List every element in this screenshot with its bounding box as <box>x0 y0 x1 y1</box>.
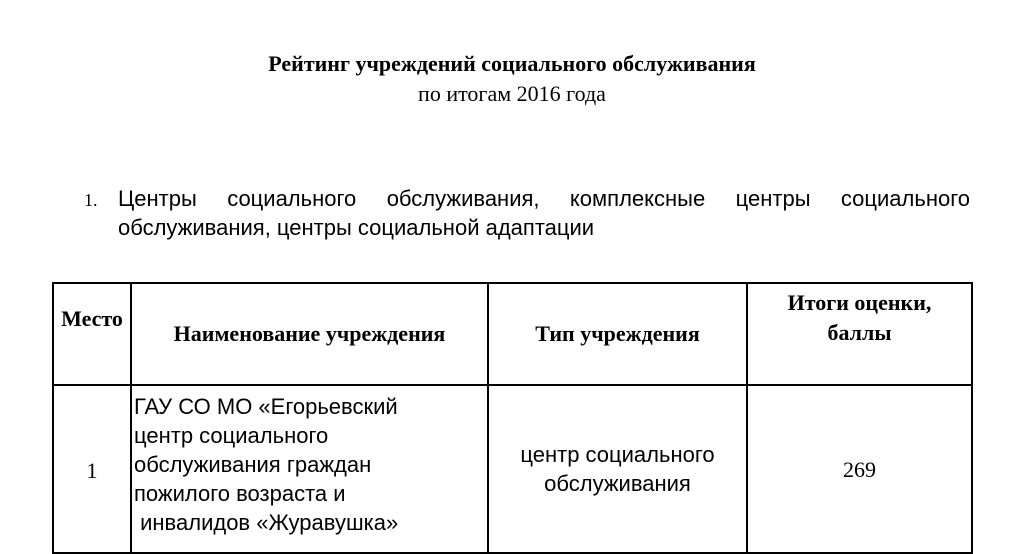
cell-name-line: ГАУ СО МО «Егорьевский <box>134 394 398 419</box>
header-place: Место <box>53 283 131 385</box>
cell-name-line: центр социального <box>134 423 329 448</box>
cell-type-line: обслуживания <box>544 471 691 496</box>
cell-type <box>488 385 747 553</box>
cell-name <box>131 385 488 553</box>
table-row <box>53 385 972 553</box>
header-name: Наименование учреждения <box>131 283 488 385</box>
cell-name-line: инвалидов «Журавушка» <box>134 510 399 535</box>
cell-place <box>53 385 131 553</box>
header-type: Тип учреждения <box>488 283 747 385</box>
section-heading <box>84 184 970 242</box>
document-subtitle: по итогам 2016 года <box>418 81 606 106</box>
cell-place-value: 1 <box>86 457 98 483</box>
rating-table <box>52 282 973 554</box>
document-title: Рейтинг учреждений социального обслуживания <box>268 51 756 76</box>
table-header-row <box>53 283 972 385</box>
cell-type-line: центр социального <box>520 442 715 467</box>
section-text: Центры социального обслуживания, комплексные центры социального обслуживания, центры социальной адаптации <box>118 186 970 240</box>
section-number: 1. <box>84 190 98 210</box>
cell-name-line: пожилого возраста и <box>134 481 346 506</box>
cell-score: 269 <box>747 385 972 553</box>
cell-name-line: обслуживания граждан <box>134 452 372 477</box>
header-score: Итоги оценки, баллы <box>747 283 972 385</box>
